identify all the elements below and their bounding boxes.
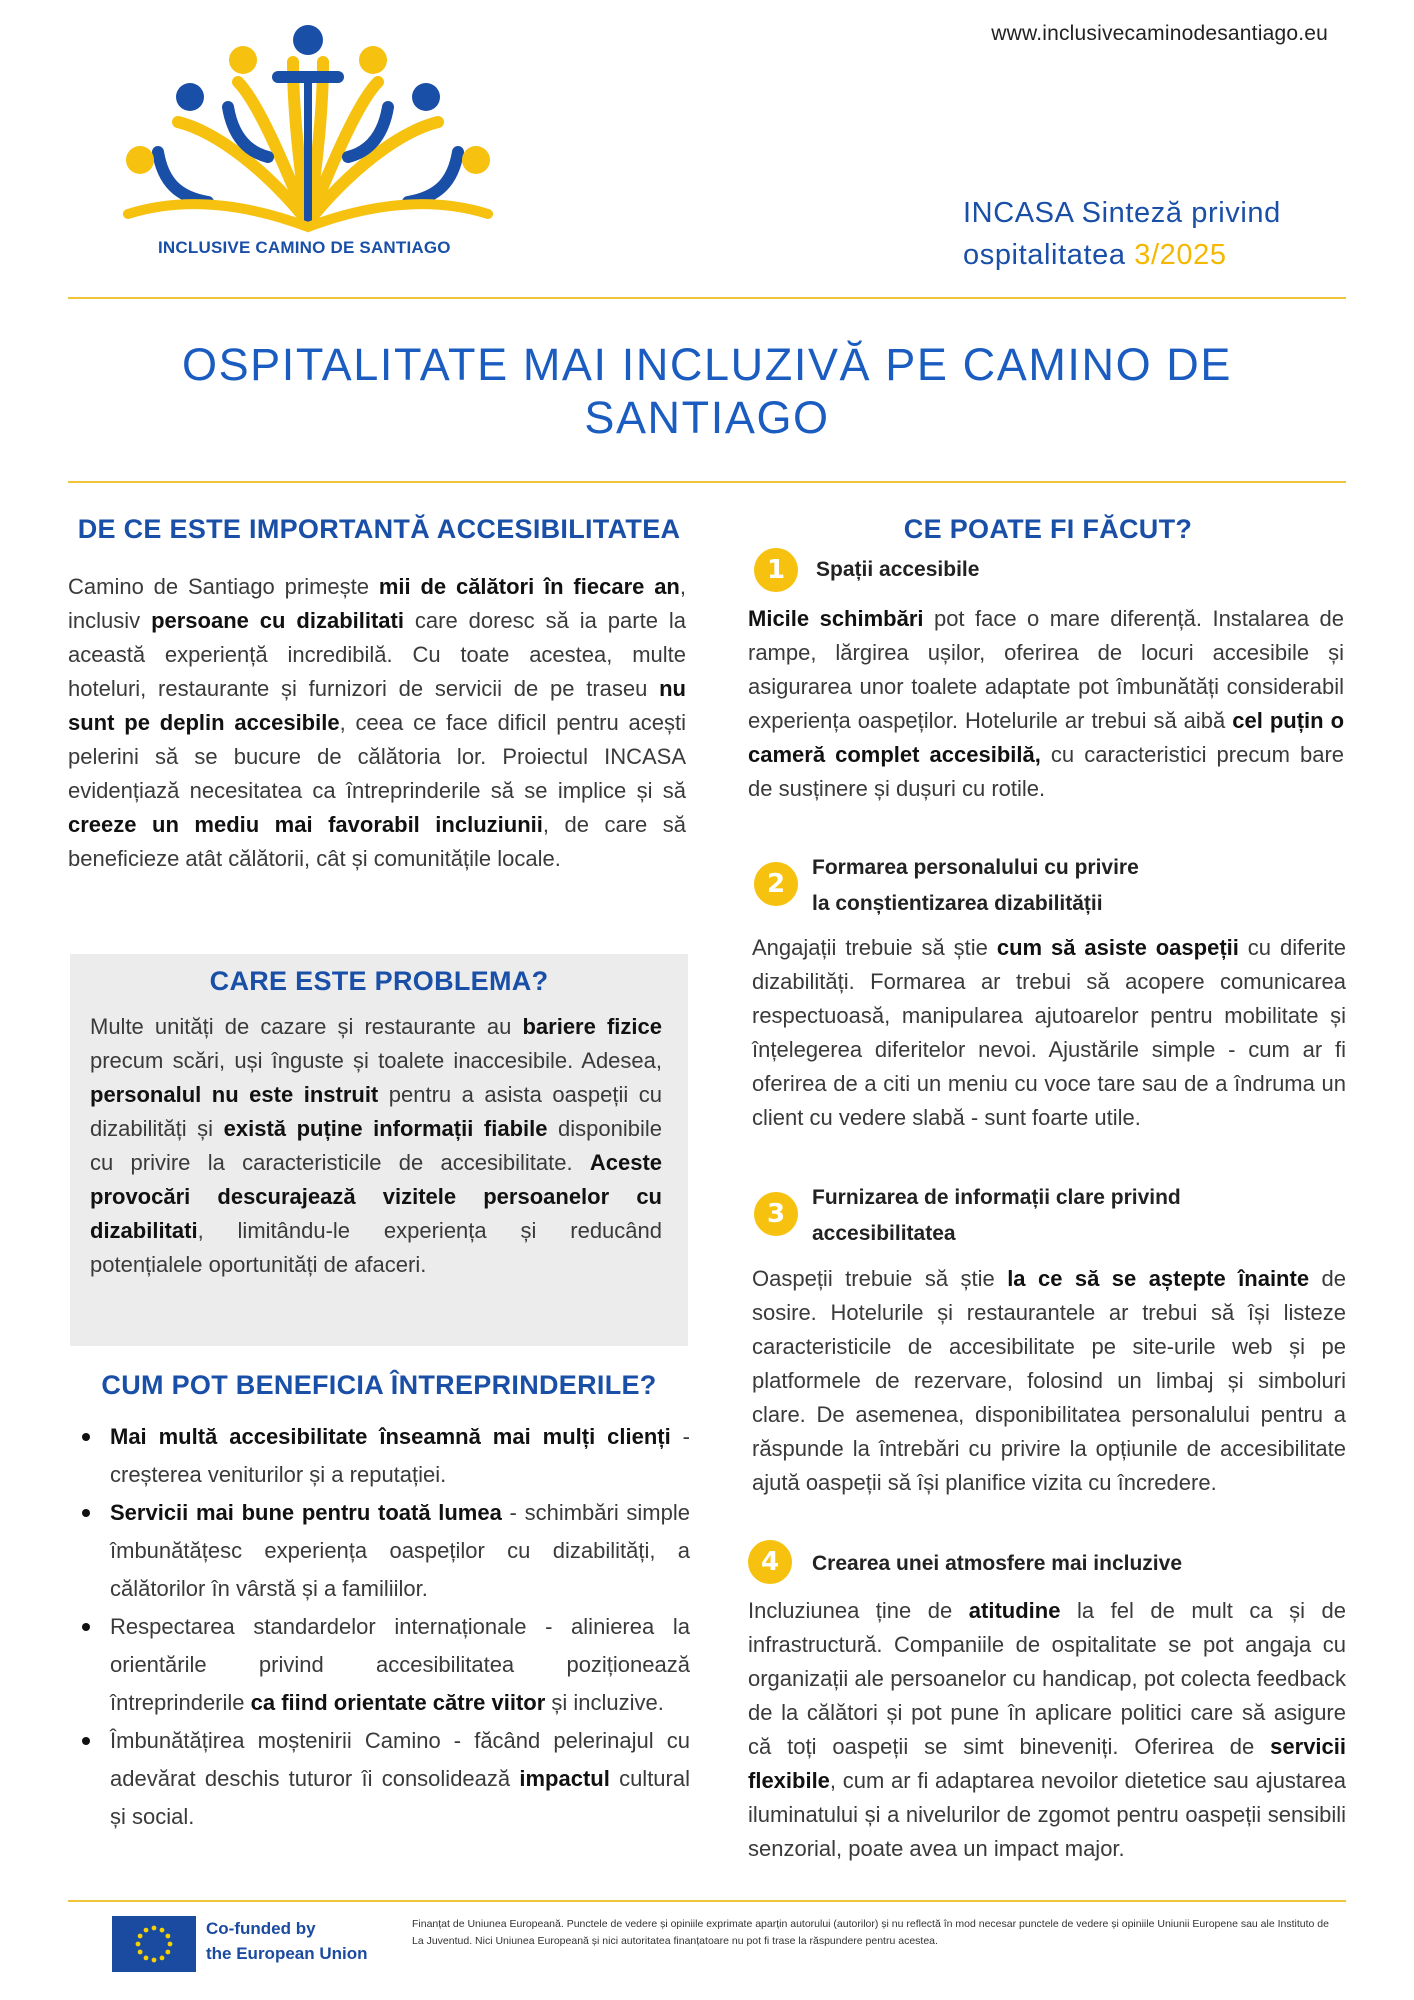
page-title: OSPITALITATE MAI INCLUZIVĂ PE CAMINO DE SANTIAGO xyxy=(181,339,1233,443)
benefit-list xyxy=(80,1418,690,1836)
website-url: www.inclusivecaminodesantiago.eu xyxy=(991,22,1328,45)
logo-text: INCLUSIVE CAMINO DE SANTIAGO xyxy=(158,238,451,257)
list-item: Respectarea standardelor internaționale - alinierea la orientările privind accesibilitatea poziționează întreprinderile ca fiind orientate către viitor și incluzive. xyxy=(80,1608,690,1722)
item-title: Spații accesibile xyxy=(816,558,980,581)
logo-people-book-icon xyxy=(118,22,498,262)
item-paragraph: Micile schimbări pot face o mare diferență. Instalarea de rampe, lărgirea ușilor, oferirea de locuri accesibile și asigurarea unor toalete adaptate pot îmbunătăți considerabil experiența oaspeților. Hotelurile ar trebui să aibă cel puțin o cameră complet accesibilă, cu caracteristici precum bare de susținere și dușuri cu rotile. xyxy=(748,606,1345,801)
eu-flag-icon xyxy=(112,1916,196,1972)
divider xyxy=(68,1900,1346,1902)
item-paragraph: Angajații trebuie să știe cum să asiste oaspeții cu diferite dizabilități. Formarea ar trebui să acopere comunicarea respectuoasă, manipularea ajutoarelor pentru mobilitate și înțelegerea diferitelor nevoi. Ajustările simple - cum ar fi oferirea de a citi un meniu cu voce tare sau de a îndruma un client cu vedere slabă - sunt foarte utile. xyxy=(752,935,1347,1130)
number-badge: 2 xyxy=(754,862,798,906)
eu-cofunded-label: Co-funded by the European Union xyxy=(206,1919,368,1963)
funding-disclaimer: Finanțat de Uniunea Europeană. Punctele de vedere și opiniile exprimate aparțin autorului (autorilor) și nu reflectă în mod necesar punctele de vedere și opiniile Uniunii Europene sau ale Instituto de La Juventud. Nici Uniunea Europeană și nici autoritatea finanțatoare nu pot fi trase la răspundere pentru acestea. xyxy=(412,1918,1329,1947)
item-paragraph: Oaspeții trebuie să știe la ce să se aștepte înainte de sosire. Hotelurile și restaurantele ar trebui să își listeze caracteristicile de accesibilitate pe site-urile web și pe platformele de rezervare, folosind un limbaj și simboluri clare. De asemenea, disponibilitatea personalului pentru a răspunde la întrebări cu privire la opțiunile de accesibilitate ajută oaspeții să își planifice vizita cu încredere. xyxy=(752,1266,1346,1495)
section-title-problem: CARE ESTE PROBLEMA? xyxy=(209,966,549,996)
number-badge: 4 xyxy=(748,1540,792,1584)
document-label: INCASA Sinteză privind ospitalitatea 3/2025 xyxy=(963,197,1281,271)
item-paragraph: Incluziunea ține de atitudine la fel de mult ca și de infrastructură. Companiile de ospitalitate se pot angaja cu organizații ale persoanelor cu handicap, pot colecta feedback de la călători și pot pune în aplicare politici care să asigure că toți oaspeții se simt bineveniți. Oferirea de servicii flexibile, cum ar fi adaptarea nevoilor dietetice sau ajustarea iluminatului și a nivelurilor de zgomot pentru oaspeții sensibili senzorial, poate avea un impact major. xyxy=(748,1598,1347,1861)
problem-paragraph: Multe unități de cazare și restaurante au bariere fizice precum scări, uși înguste și toalete inaccesibile. Adesea, personalul nu este instruit pentru a asista oaspeții cu dizabilități și există puține informații fiabile disponibile cu privire la caracteristicile de accesibilitate. Aceste provocări descurajează vizitele persoanelor cu dizabilitati, limitându-le experiența și reducând potențialele oportunități de afaceri. xyxy=(90,1014,663,1277)
why-paragraph: Camino de Santiago primește mii de călători în fiecare an, inclusiv persoane cu dizabilitati care doresc să ia parte la această experiență incredibilă. Cu toate acestea, multe hoteluri, restaurante și furnizori de servicii de pe traseu nu sunt pe deplin accesibile, ceea ce face dificil pentru acești pelerini să se bucure de călătoria lor. Proiectul INCASA evidențiază necesitatea ca întreprinderile să se implice și să creeze un mediu mai favorabil incluziunii, de care să beneficieze atât călătorii, cât și comunitățile locale. xyxy=(68,574,686,871)
divider xyxy=(68,481,1346,483)
number-badge: 3 xyxy=(754,1192,798,1236)
list-item: Servicii mai bune pentru toată lumea - schimbări simple îmbunătățesc experiența oaspeților cu dizabilități, a călătorilor în vârstă și a familiilor. xyxy=(80,1494,690,1608)
document-number: 3/2025 xyxy=(1134,239,1227,271)
section-title-what: CE POATE FI FĂCUT? xyxy=(903,514,1193,544)
item-title: Formarea personalului cu privire la conștientizarea dizabilității xyxy=(812,856,1139,915)
section-title-why: DE CE ESTE IMPORTANTĂ ACCESIBILITATEA xyxy=(77,514,681,544)
list-item: Mai multă accesibilitate înseamnă mai mulți clienți - creșterea veniturilor și a reputației. xyxy=(80,1418,690,1494)
number-badge: 1 xyxy=(754,548,798,592)
item-title: Crearea unei atmosfere mai incluzive xyxy=(812,1552,1182,1575)
divider xyxy=(68,297,1346,299)
item-title: Furnizarea de informații clare privind accesibilitatea xyxy=(812,1186,1181,1245)
list-item: Îmbunătățirea moștenirii Camino - făcând pelerinajul cu adevărat deschis tuturor îi consolidează impactul cultural și social. xyxy=(80,1722,690,1836)
section-title-benefit: CUM POT BENEFICIA ÎNTREPRINDERILE? xyxy=(101,1370,657,1400)
